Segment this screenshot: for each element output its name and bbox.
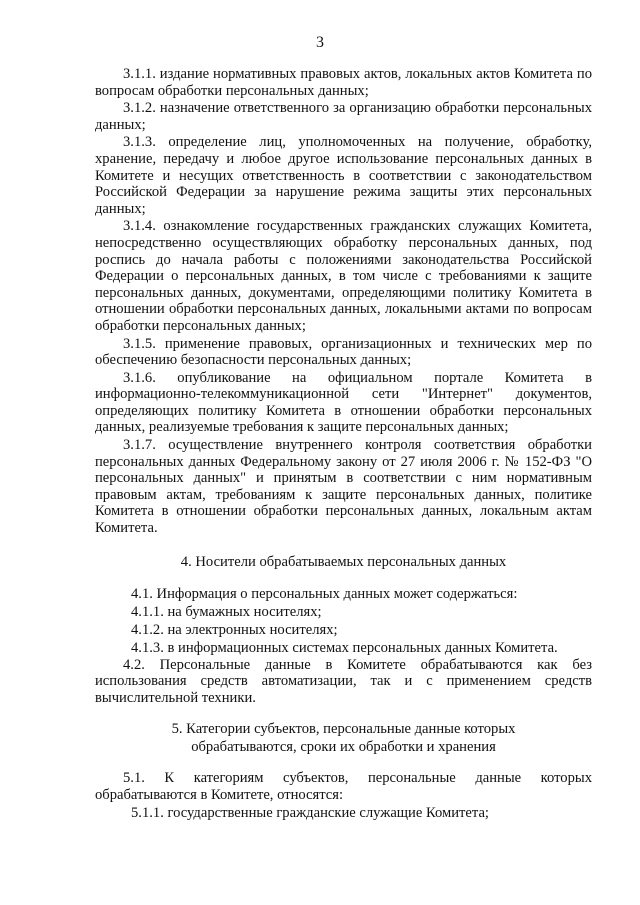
item-4-1-3: 4.1.3. в информационных системах персональных данных Комитета. <box>131 639 558 656</box>
paragraph-3-1-6: 3.1.6. опубликование на официальном портале Комитета в информационно-телекоммуникационной сети "Интернет" документов, определяющих политику Комитета в отношении обработки персональных данных, реализуемые требования к защите персональных данных; <box>95 369 592 436</box>
section-5-heading <box>95 720 592 756</box>
section-5-heading-line-2: обрабатываются, сроки их обработки и хранения <box>191 739 496 756</box>
paragraph-3-1-7: 3.1.7. осуществление внутреннего контроля соответствия обработки персональных данных Федеральному закону от 27 июля 2006 г. № 152-ФЗ "О персональных данных" и принятым в соответствии с ним нормативным правовым актам, требованиям к защите персональных данных, политике Комитета в отношении обработки персональных данных, локальным актам Комитета. <box>95 437 592 537</box>
paragraph-5-1: 5.1. К категориям субъектов, персональные данные которых обрабатываются в Комитете, относятся: <box>95 770 592 803</box>
paragraph-3-1-3: 3.1.3. определение лиц, уполномоченных на получение, обработку, хранение, передачу и любое другое использование персональных данных в Комитете и несущих ответственность в соответствии с законодательством Российской Федерации за нарушение режима защиты этих персональных данных; <box>95 134 592 217</box>
paragraph-3-1-2: 3.1.2. назначение ответственного за организацию обработки персональных данных; <box>95 100 592 133</box>
document-body <box>95 66 592 822</box>
item-4-1-2: 4.1.2. на электронных носителях; <box>131 621 338 638</box>
section-5-heading-line-1: 5. Категории субъектов, персональные данные которых <box>171 721 516 738</box>
paragraph-3-1-4: 3.1.4. ознакомление государственных гражданских служащих Комитета, непосредственно осуществляющих обработку персональных данных, под роспись до начала работы с положениями законодательства Российской Федерации о персональных данных, в том числе с требованиями к защите персональных данных, документами, определяющими политику Комитета в отношении обработки персональных данных, локальными актами по вопросам обработки персональных данных; <box>95 218 592 334</box>
item-5-1-1: 5.1.1. государственные гражданские служащие Комитета; <box>131 804 489 821</box>
paragraph-4-2: 4.2. Персональные данные в Комитете обрабатываются как без использования средств автоматизации, так и с применением средств вычислительной техники. <box>95 656 592 706</box>
paragraph-3-1-5: 3.1.5. применение правовых, организационных и технических мер по обеспечению безопасности персональных данных; <box>95 335 592 369</box>
paragraph-3-1-1: 3.1.1. издание нормативных правовых актов, локальных актов Комитета по вопросам обработки персональных данных; <box>95 66 592 99</box>
page-number: 3 <box>316 34 324 51</box>
item-4-1-1: 4.1.1. на бумажных носителях; <box>131 603 322 620</box>
item-4-1: 4.1. Информация о персональных данных может содержаться: <box>131 585 518 602</box>
section-4-heading: 4. Носители обрабатываемых персональных данных <box>180 553 507 570</box>
